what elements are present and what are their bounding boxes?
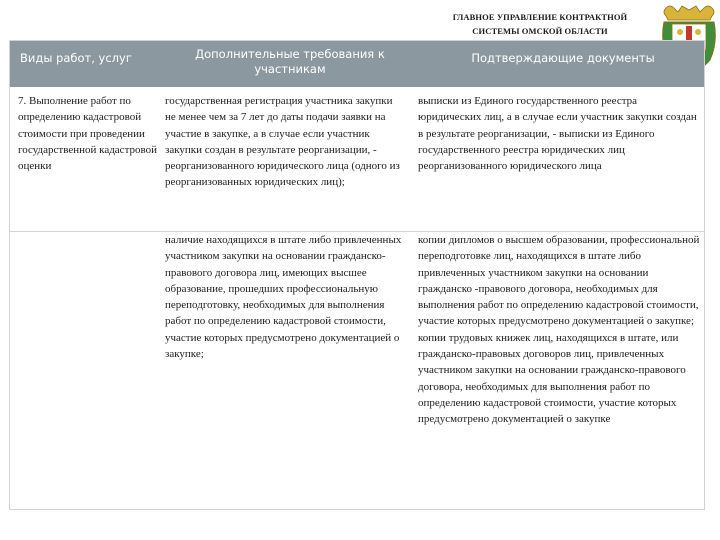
cell-requirement: государственная регистрация участника закупки не менее чем за 7 лет до даты подачи заявки на участие в закупке, а в случае если участник закупки создан в результате реорганизации, - реорганизованного юридического лица (одного из реорганизованных юридических лиц); [165,95,400,189]
table-row [10,231,704,510]
table-row [10,87,704,231]
org-name-line1: ГЛАВНОЕ УПРАВЛЕНИЕ КОНТРАКТНОЙ [452,12,628,22]
cell-requirement: наличие находящихся в штате либо привлеченных участником закупки на основании гражданско-правового договора лиц, имеющих высшее образование, прошедших профессиональную переподготовку, необходимых для выполнения работ по определению кадастровой стоимости, участие которых предусмотрено документацией о закупке; [165,234,402,361]
org-name-line2: СИСТЕМЫ ОМСКОЙ ОБЛАСТИ [472,26,608,36]
organization-header [410,10,670,38]
cell-documents: копии дипломов о высшем образовании, профессиональной переподготовке лиц, находящихся в штате либо привлеченных участником закупки на основании гражданско -правового договора, необходимых для выполнения работ по определению кадастровой стоимости, участие которых предусмотрено документацией о закупке; копии трудовых книжек лиц, находящихся в штате, или гражданско-правовых договоров лиц, привлеченных участником закупки на основании гражданско-правового договора, необходимых для выполнения работ по определению кадастровой стоимости, участие которых предусмотрено документацией о закупке [418,234,700,426]
cell-work-type: 7. Выполнение работ по определению кадастровой стоимости при проведении государственной кадастровой оценки [18,95,158,173]
table-header [10,41,704,87]
column-header-requirements: Дополнительные требования к участникам [195,47,385,76]
column-header-documents: Подтверждающие документы [471,51,655,65]
column-header-work-types: Виды работ, услуг [20,51,132,65]
requirements-table [9,40,705,510]
cell-documents: выписки из Единого государственного реестра юридических лиц, а в случае если участник закупки создан в результате реорганизации, - выписки из Единого государственного реестра юридических лиц реорганизованного юридического лица [418,95,697,173]
